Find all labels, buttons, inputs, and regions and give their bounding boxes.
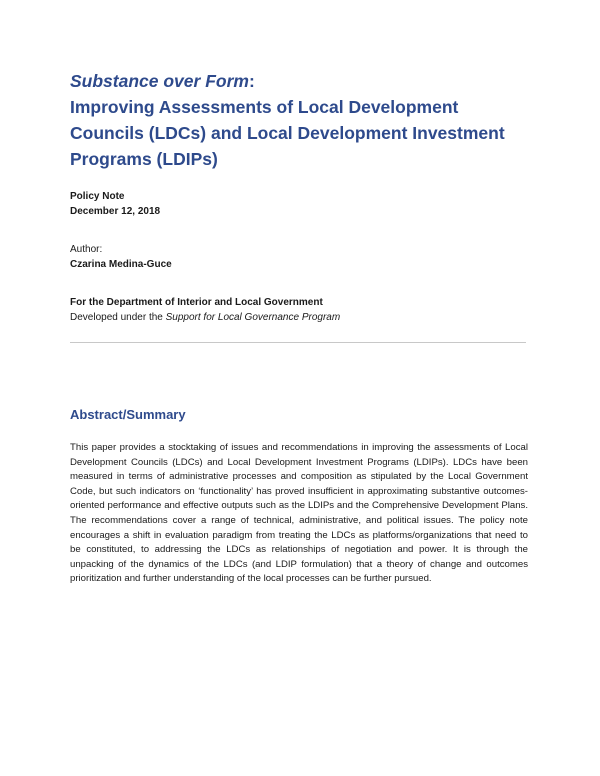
author-name: Czarina Medina-Guce bbox=[70, 259, 172, 270]
program-prefix: Developed under the bbox=[70, 312, 166, 323]
title-line-2: Improving Assessments of Local Development bbox=[70, 97, 459, 117]
horizontal-divider bbox=[70, 342, 526, 343]
abstract-heading: Abstract/Summary bbox=[70, 407, 186, 422]
document-date: December 12, 2018 bbox=[70, 206, 161, 217]
abstract-body: This paper provides a stocktaking of issues and recommendations in improving the assessments of Local Development Councils (LDCs) and Local Development Investment Programs (LDIPs). LDCs have been measured in terms of administrative processes and composition as stipulated by the Local Government Code, but such indicators on ‘functionality’ has proved insufficient in approximating substantive outcomes-oriented performance and effective outputs such as the LDIPs and the Comprehensive Development Plans. The recommendations cover a range of technical, administrative, and political issues. The policy note encourages a shift in evaluation paradigm from treating the LDCs as platforms/organizations that need to be constituted, to addressing the LDCs as relationships of negotiation and power. It is through the unpacking of the dynamics of the LDCs (and LDIP formulation) that a theory of change and outcomes prioritization and further understanding of the local processes can be further pursued. bbox=[70, 442, 528, 585]
program-name: Support for Local Governance Program bbox=[165, 312, 341, 323]
page-content bbox=[70, 68, 530, 587]
document-type: Policy Note bbox=[70, 191, 125, 202]
program-line bbox=[70, 310, 530, 325]
title-line-3: Councils (LDCs) and Local Development Investment bbox=[70, 123, 505, 143]
author-label: Author: bbox=[70, 244, 103, 255]
document-meta bbox=[70, 189, 530, 219]
title-line-4: Programs (LDIPs) bbox=[70, 149, 218, 169]
department-block bbox=[70, 295, 530, 325]
department-line: For the Department of Interior and Local Government bbox=[70, 297, 323, 308]
title-lead: Substance over Form bbox=[70, 71, 249, 91]
author-block bbox=[70, 242, 530, 272]
title-colon: : bbox=[248, 71, 255, 91]
title-line-1 bbox=[70, 68, 530, 94]
document-title bbox=[70, 68, 530, 172]
